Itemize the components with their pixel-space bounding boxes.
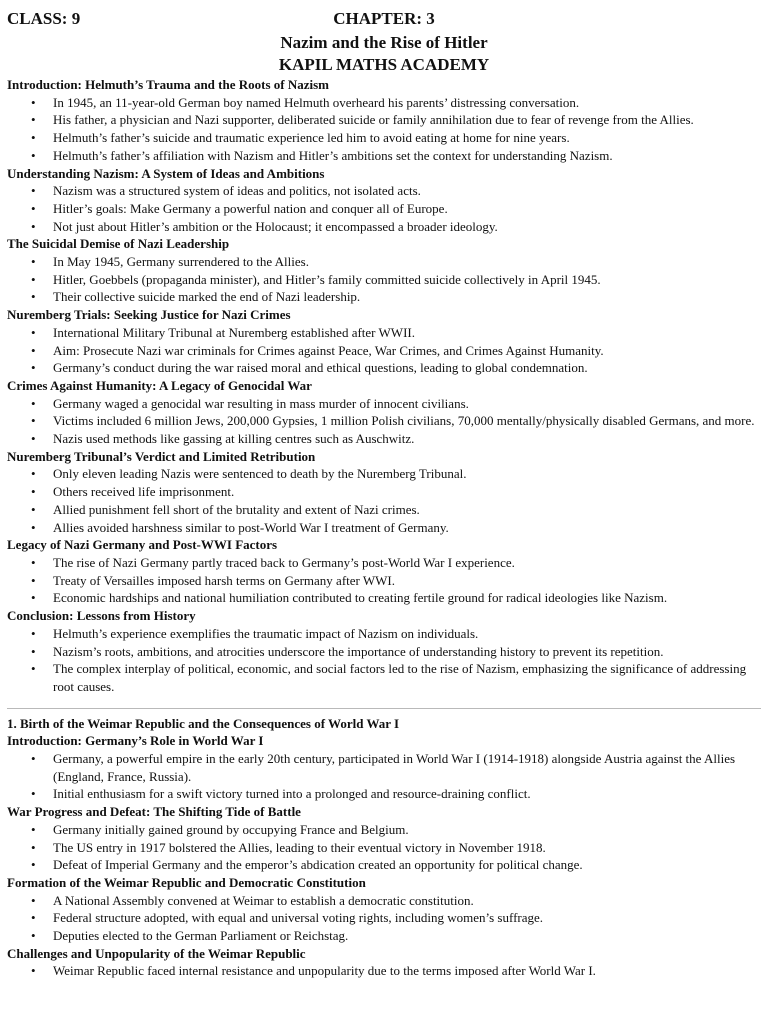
section <box>7 732 761 803</box>
bullet-item: • Weimar Republic faced internal resistance and unpopularity due to the terms imposed after World War I. <box>7 962 761 980</box>
bullet-item: • Nazis used methods like gassing at killing centres such as Auschwitz. <box>7 430 761 448</box>
bullet-list <box>7 892 761 945</box>
bullet-item: • Nazism was a structured system of ideas and politics, not isolated acts. <box>7 182 761 200</box>
section-heading: Challenges and Unpopularity of the Weimar Republic <box>7 945 306 961</box>
bullet-list <box>7 324 761 377</box>
bullet-item: • Aim: Prosecute Nazi war criminals for Crimes against Peace, War Crimes, and Crimes Against Humanity. <box>7 342 761 360</box>
section-heading: Introduction: Germany’s Role in World War I <box>7 733 264 749</box>
bullet-list <box>7 465 761 536</box>
bullet-list <box>7 94 761 165</box>
section <box>7 874 761 945</box>
section-heading: Conclusion: Lessons from History <box>7 608 196 624</box>
bullet-item: • A National Assembly convened at Weimar to establish a democratic constitution. <box>7 892 761 910</box>
section <box>7 306 761 377</box>
part2-title: 1. Birth of the Weimar Republic and the Consequences of World War I <box>7 715 400 731</box>
section <box>7 165 761 236</box>
bullet-item: • Economic hardships and national humiliation contributed to creating fertile ground for radical ideologies like Nazism. <box>7 589 761 607</box>
section-heading: Understanding Nazism: A System of Ideas and Ambitions <box>7 165 325 181</box>
chapter-label: CHAPTER: 3 <box>333 9 435 28</box>
bullet-item: • The complex interplay of political, economic, and social factors led to the rise of Nazism, emphasizing the significance of addressing root causes. <box>7 660 761 695</box>
section <box>7 377 761 448</box>
bullet-item: • Allies avoided harshness similar to post-World War I treatment of Germany. <box>7 519 761 537</box>
section-heading: Nuremberg Trials: Seeking Justice for Nazi Crimes <box>7 307 291 323</box>
academy-name: KAPIL MATHS ACADEMY <box>278 55 490 74</box>
bullet-list <box>7 962 761 980</box>
bullet-item: • Germany initially gained ground by occupying France and Belgium. <box>7 821 761 839</box>
bullet-list <box>7 554 761 607</box>
part2-sections <box>7 732 761 980</box>
bullet-item: • Deputies elected to the German Parliament or Reichstag. <box>7 927 761 945</box>
section <box>7 536 761 607</box>
section <box>7 448 761 537</box>
bullet-item: • Hitler, Goebbels (propaganda minister), and Hitler’s family committed suicide collectively in April 1945. <box>7 271 761 289</box>
section <box>7 76 761 165</box>
bullet-item: • In 1945, an 11-year-old German boy named Helmuth overheard his parents’ distressing conversation. <box>7 94 761 112</box>
section-heading: Formation of the Weimar Republic and Democratic Constitution <box>7 874 366 890</box>
section-heading: Introduction: Helmuth’s Trauma and the Roots of Nazism <box>7 77 330 92</box>
section-heading: Nuremberg Tribunal’s Verdict and Limited Retribution <box>7 448 316 464</box>
bullet-item: • Their collective suicide marked the end of Nazi leadership. <box>7 288 761 306</box>
bullet-list <box>7 253 761 306</box>
section-heading: Crimes Against Humanity: A Legacy of Genocidal War <box>7 377 312 393</box>
bullet-item: • In May 1945, Germany surrendered to the Allies. <box>7 253 761 271</box>
class-label: CLASS: 9 <box>7 9 81 28</box>
section <box>7 235 761 306</box>
bullet-list <box>7 182 761 235</box>
section <box>7 803 761 874</box>
bullet-list <box>7 821 761 874</box>
part1-sections <box>7 76 761 696</box>
bullet-item: • Only eleven leading Nazis were sentenced to death by the Nuremberg Tribunal. <box>7 465 761 483</box>
bullet-item: • Victims included 6 million Jews, 200,000 Gypsies, 1 million Polish civilians, 70,000 mentally/physically disabled Germans, and more. <box>7 412 761 430</box>
part2-header <box>7 715 761 733</box>
bullet-item: • Defeat of Imperial Germany and the emperor’s abdication created an opportunity for political change. <box>7 856 761 874</box>
bullet-item: • Others received life imprisonment. <box>7 483 761 501</box>
bullet-item: • International Military Tribunal at Nuremberg established after WWII. <box>7 324 761 342</box>
bullet-item: • Helmuth’s father’s suicide and traumatic experience led him to avoid eating at home for nine years. <box>7 129 761 147</box>
bullet-item: • Allied punishment fell short of the brutality and extent of Nazi crimes. <box>7 501 761 519</box>
chapter-title: Nazim and the Rise of Hitler <box>280 33 488 52</box>
bullet-item: • Initial enthusiasm for a swift victory turned into a prolonged and resource-draining conflict. <box>7 785 761 803</box>
bullet-item: • The rise of Nazi Germany partly traced back to Germany’s post-World War I experience. <box>7 554 761 572</box>
bullet-item: • Germany waged a genocidal war resulting in mass murder of innocent civilians. <box>7 395 761 413</box>
bullet-item: • Hitler’s goals: Make Germany a powerful nation and conquer all of Europe. <box>7 200 761 218</box>
section <box>7 607 761 696</box>
bullet-item: • Federal structure adopted, with equal and universal voting rights, including women’s suffrage. <box>7 909 761 927</box>
bullet-item: • The US entry in 1917 bolstered the Allies, leading to their eventual victory in November 1918. <box>7 839 761 857</box>
header-row <box>7 6 761 32</box>
bullet-list <box>7 395 761 448</box>
bullet-item: • Germany, a powerful empire in the early 20th century, participated in World War I (1914-1918) alongside Austria against the Allies (England, France, Russia). <box>7 750 761 785</box>
bullet-item: • His father, a physician and Nazi supporter, deliberated suicide or family annihilation due to fear of revenge from the Allies. <box>7 111 761 129</box>
bullet-list <box>7 750 761 803</box>
bullet-item: • Helmuth’s father’s affiliation with Nazism and Hitler’s ambitions set the context for understanding Nazism. <box>7 147 761 165</box>
section <box>7 945 761 980</box>
section-heading: The Suicidal Demise of Nazi Leadership <box>7 236 230 252</box>
bullet-item: • Helmuth’s experience exemplifies the traumatic impact of Nazism on individuals. <box>7 625 761 643</box>
bullet-item: • Treaty of Versailles imposed harsh terms on Germany after WWI. <box>7 572 761 590</box>
section-heading: Legacy of Nazi Germany and Post-WWI Factors <box>7 537 278 553</box>
bullet-item: • Not just about Hitler’s ambition or the Holocaust; it encompassed a broader ideology. <box>7 218 761 236</box>
bullet-item: • Germany’s conduct during the war raised moral and ethical questions, leading to global condemnation. <box>7 359 761 377</box>
section-heading: War Progress and Defeat: The Shifting Tide of Battle <box>7 804 301 820</box>
bullet-item: • Nazism’s roots, ambitions, and atrocities underscore the importance of understanding history to prevent its repetition. <box>7 643 761 661</box>
section-divider <box>7 708 761 709</box>
bullet-list <box>7 625 761 696</box>
